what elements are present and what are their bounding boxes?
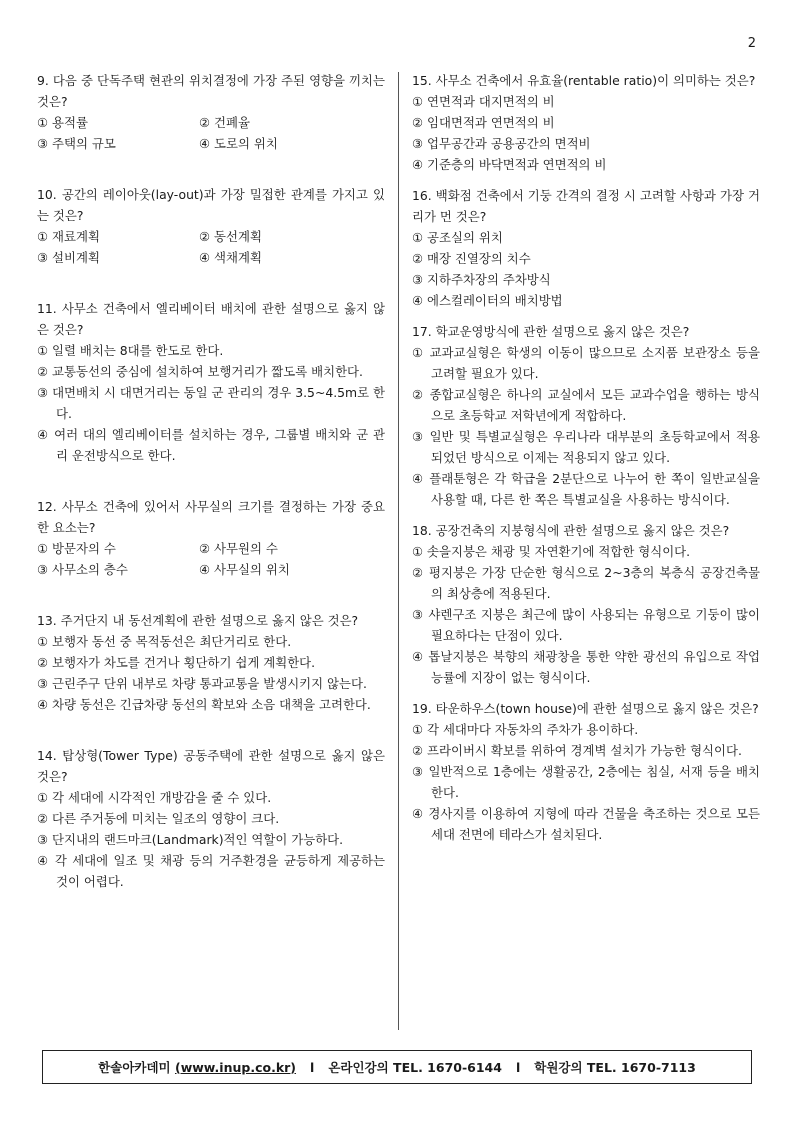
answer-option: ① 각 세대에 시각적인 개방감을 줄 수 있다.	[37, 790, 272, 805]
answer-option: ③ 지하주차장의 주차방식	[412, 272, 551, 287]
answer-option: ② 다른 주거동에 미치는 일조의 영향이 크다.	[37, 811, 280, 826]
answer-option: ④ 각 세대에 일조 및 채광 등의 거주환경을 균등하게 제공하는 것이 어렵다.	[37, 853, 385, 889]
answer-option: ② 임대면적과 연면적의 비	[412, 115, 555, 130]
answer-option: ③ 사무소의 층수	[37, 562, 128, 577]
answer-options	[37, 538, 385, 580]
answer-option: ④ 플래툰형은 각 학급을 2분단으로 나누어 한 쪽이 일반교실을 사용할 때, 다른 한 쪽은 특별교실을 사용하는 방식이다.	[412, 471, 760, 507]
question-stem: 18. 공장건축의 지붕형식에 관한 설명으로 옳지 않은 것은?	[412, 523, 730, 538]
question-stem: 9. 다음 중 단독주택 현관의 위치결정에 가장 주된 영향을 끼치는 것은?	[37, 73, 385, 109]
answer-options	[37, 226, 385, 268]
answer-option: ① 용적률	[37, 115, 88, 130]
question-block	[412, 321, 760, 510]
answer-option: ① 교과교실형은 학생의 이동이 많으므로 소지품 보관장소 등을 고려할 필요가 있다.	[412, 345, 760, 381]
question-stem: 16. 백화점 건축에서 기둥 간격의 결정 시 고려할 사항과 가장 거리가 먼 것은?	[412, 188, 760, 224]
answer-option: ② 매장 진열장의 치수	[412, 251, 531, 266]
answer-option: ③ 단지내의 랜드마크(Landmark)적인 역할이 가능하다.	[37, 832, 344, 847]
answer-option: ③ 근린주구 단위 내부로 차량 통과교통을 발생시키지 않는다.	[37, 676, 367, 691]
answer-option: ① 방문자의 수	[37, 541, 116, 556]
question-block	[412, 520, 760, 688]
answer-option: ② 동선계획	[199, 229, 262, 244]
answer-option: ④ 색채계획	[199, 250, 262, 265]
answer-option: ② 건폐율	[199, 115, 250, 130]
footer-separator: l	[515, 1059, 521, 1075]
footer-box	[42, 1050, 752, 1084]
footer-url-link[interactable]: (www.inup.co.kr)	[174, 1059, 297, 1075]
question-block	[37, 496, 385, 580]
question-stem: 17. 학교운영방식에 관한 설명으로 옳지 않은 것은?	[412, 324, 690, 339]
question-stem: 19. 타운하우스(town house)에 관한 설명으로 옳지 않은 것은?	[412, 701, 759, 716]
question-stem: 14. 탑상형(Tower Type) 공동주택에 관한 설명으로 옳지 않은 것은?	[37, 748, 385, 784]
answer-options	[37, 340, 385, 466]
footer-separator: l	[310, 1059, 315, 1075]
question-block	[412, 185, 760, 311]
question-stem: 11. 사무소 건축에서 엘리베이터 배치에 관한 설명으로 옳지 않은 것은?	[37, 301, 385, 337]
question-block	[37, 610, 385, 715]
answer-option: ④ 경사지를 이용하여 지형에 따라 건물을 축조하는 것으로 모든 세대 전면에 테라스가 설치된다.	[412, 806, 760, 842]
answer-option: ① 공조실의 위치	[412, 230, 503, 245]
answer-option: ④ 기준층의 바닥면적과 연면적의 비	[412, 157, 607, 172]
answer-option: ④ 도로의 위치	[199, 136, 278, 151]
question-stem: 13. 주거단지 내 동선계획에 관한 설명으로 옳지 않은 것은?	[37, 613, 359, 628]
answer-options	[412, 541, 760, 688]
answer-option: ③ 주택의 규모	[37, 136, 116, 151]
answer-option: ① 각 세대마다 자동차의 주차가 용이하다.	[412, 722, 639, 737]
answer-options	[412, 227, 760, 311]
answer-option: ③ 설비계획	[37, 250, 100, 265]
answer-option: ① 재료계획	[37, 229, 100, 244]
footer-offline: 학원강의 TEL. 1670-7113	[534, 1060, 696, 1075]
answer-option: ② 사무원의 수	[199, 541, 278, 556]
answer-option: ① 보행자 동선 중 목적동선은 최단거리로 한다.	[37, 634, 292, 649]
question-block	[37, 298, 385, 466]
answer-option: ④ 사무실의 위치	[199, 562, 290, 577]
answer-options	[37, 787, 385, 892]
answer-option: ③ 일반적으로 1층에는 생활공간, 2층에는 침실, 서재 등을 배치한다.	[412, 764, 760, 800]
answer-option: ② 보행자가 차도를 건거나 횡단하기 쉽게 계획한다.	[37, 655, 316, 670]
question-stem: 15. 사무소 건축에서 유효율(rentable ratio)이 의미하는 것은?	[412, 73, 756, 88]
footer-academy: 한솔아카데미	[98, 1060, 171, 1075]
question-block	[412, 698, 760, 845]
left-column	[37, 70, 385, 892]
answer-option: ② 교통동선의 중심에 설치하여 보행거리가 짧도록 배치한다.	[37, 364, 363, 379]
question-stem: 10. 공간의 레이아웃(lay-out)과 가장 밀접한 관계를 가지고 있는 것은?	[37, 187, 385, 223]
answer-option: ③ 샤렌구조 지붕은 최근에 많이 사용되는 유형으로 기둥이 많이 필요하다는 단점이 있다.	[412, 607, 760, 643]
answer-option: ④ 여러 대의 엘리베이터를 설치하는 경우, 그룹별 배치와 군 관리 운전방식으로 한다.	[37, 427, 385, 463]
answer-option: ③ 일반 및 특별교실형은 우리나라 대부분의 초등학교에서 적용되었던 방식으로 이제는 적용되지 않고 있다.	[412, 429, 760, 465]
answer-option: ① 솟을지붕은 채광 및 자연환기에 적합한 형식이다.	[412, 544, 691, 559]
answer-options	[412, 91, 760, 175]
question-block	[412, 70, 760, 175]
answer-option: ② 평지붕은 가장 단순한 형식으로 2~3층의 복층식 공장건축물의 최상층에 적용된다.	[412, 565, 760, 601]
right-column	[412, 70, 760, 845]
question-block	[37, 184, 385, 268]
question-block	[37, 745, 385, 892]
answer-options	[37, 112, 385, 154]
column-divider	[398, 72, 399, 1030]
answer-option: ② 종합교실형은 하나의 교실에서 모든 교과수업을 행하는 방식으로 초등학교 저학년에게 적합하다.	[412, 387, 760, 423]
question-block	[37, 70, 385, 154]
answer-options	[37, 631, 385, 715]
footer-online: 온라인강의 TEL. 1670-6144	[328, 1060, 502, 1075]
answer-option: ④ 톱날지붕은 북향의 채광창을 통한 약한 광선의 유입으로 작업 능률에 지장이 없는 형식이다.	[412, 649, 760, 685]
answer-option: ③ 업무공간과 공용공간의 면적비	[412, 136, 591, 151]
answer-option: ② 프라이버시 확보를 위하여 경계벽 설치가 가능한 형식이다.	[412, 743, 742, 758]
answer-option: ④ 차량 동선은 긴급차량 동선의 확보와 소음 대책을 고려한다.	[37, 697, 371, 712]
answer-options	[412, 719, 760, 845]
answer-option: ④ 에스컬레이터의 배치방법	[412, 293, 563, 308]
answer-option: ③ 대면배치 시 대면거리는 동일 군 관리의 경우 3.5~4.5m로 한다.	[37, 385, 385, 421]
answer-options	[412, 342, 760, 510]
answer-option: ① 일렬 배치는 8대를 한도로 한다.	[37, 343, 224, 358]
answer-option: ① 연면적과 대지면적의 비	[412, 94, 555, 109]
page-number: 2	[747, 36, 756, 51]
question-stem: 12. 사무소 건축에 있어서 사무실의 크기를 결정하는 가장 중요한 요소는?	[37, 499, 385, 535]
